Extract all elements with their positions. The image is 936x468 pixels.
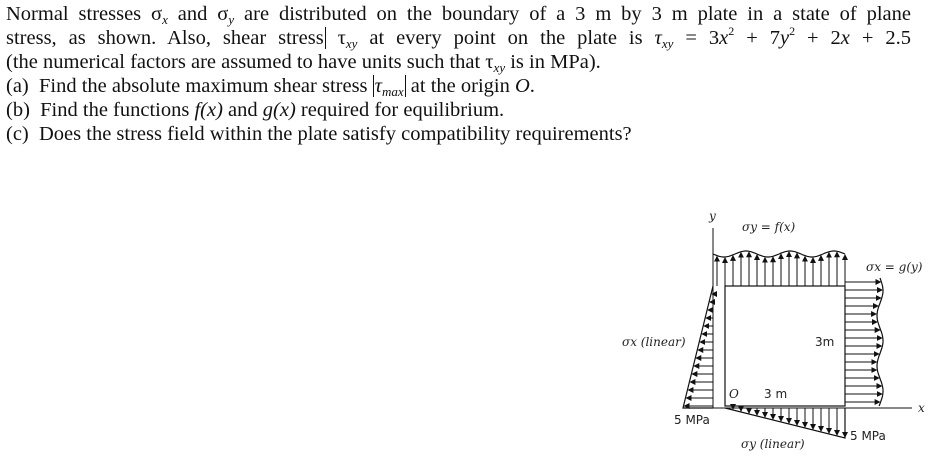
- label-top: σy = f(x): [742, 220, 796, 234]
- label-height: 3m: [815, 335, 835, 349]
- problem-line-2: stress, as shown. Also, shear stress $\tau_{xy}$ at every point on the plate is $\tau_{xy} = 3x^2 + 7y^2 + 2x + 2.5$: [6, 24, 911, 51]
- label-origin: O: [729, 387, 739, 401]
- part-a: (a) Find the absolute maximum shear stress $\tau_{max}$ at the origin O.: [6, 75, 535, 99]
- right-load: [845, 278, 883, 406]
- bottom-load: [725, 408, 845, 438]
- label-right-mpa: 5 MPa: [850, 429, 886, 443]
- part-b: (b) Find the functions f(x) and g(x) required for equilibrium.: [6, 99, 505, 121]
- problem-line-3: (the numerical factors are assumed to have units such that $\tau_{xy}$ is in MPa).: [6, 51, 601, 75]
- label-right: σx = g(y): [866, 260, 923, 274]
- problem-line-1: Normal stresses $\sigma_x$ and $\sigma_y$ are distributed on the boundary of a 3 m by 3 m plate in a state of plane: [6, 3, 911, 27]
- part-c: (c) Does the stress field within the plate satisfy compatibility requirements?: [6, 123, 632, 145]
- y-axis-label: y: [709, 209, 716, 223]
- right-load-envelope: [877, 278, 883, 406]
- label-width: 3 m: [764, 387, 788, 401]
- x-axis-label: x: [918, 401, 925, 415]
- label-left-mpa: 5 MPa: [674, 413, 710, 427]
- bottom-load-envelope: [725, 408, 845, 438]
- label-bottom: σy (linear): [741, 437, 805, 451]
- label-left: σx (linear): [622, 335, 686, 349]
- left-load: [683, 286, 713, 408]
- top-load: [713, 251, 845, 286]
